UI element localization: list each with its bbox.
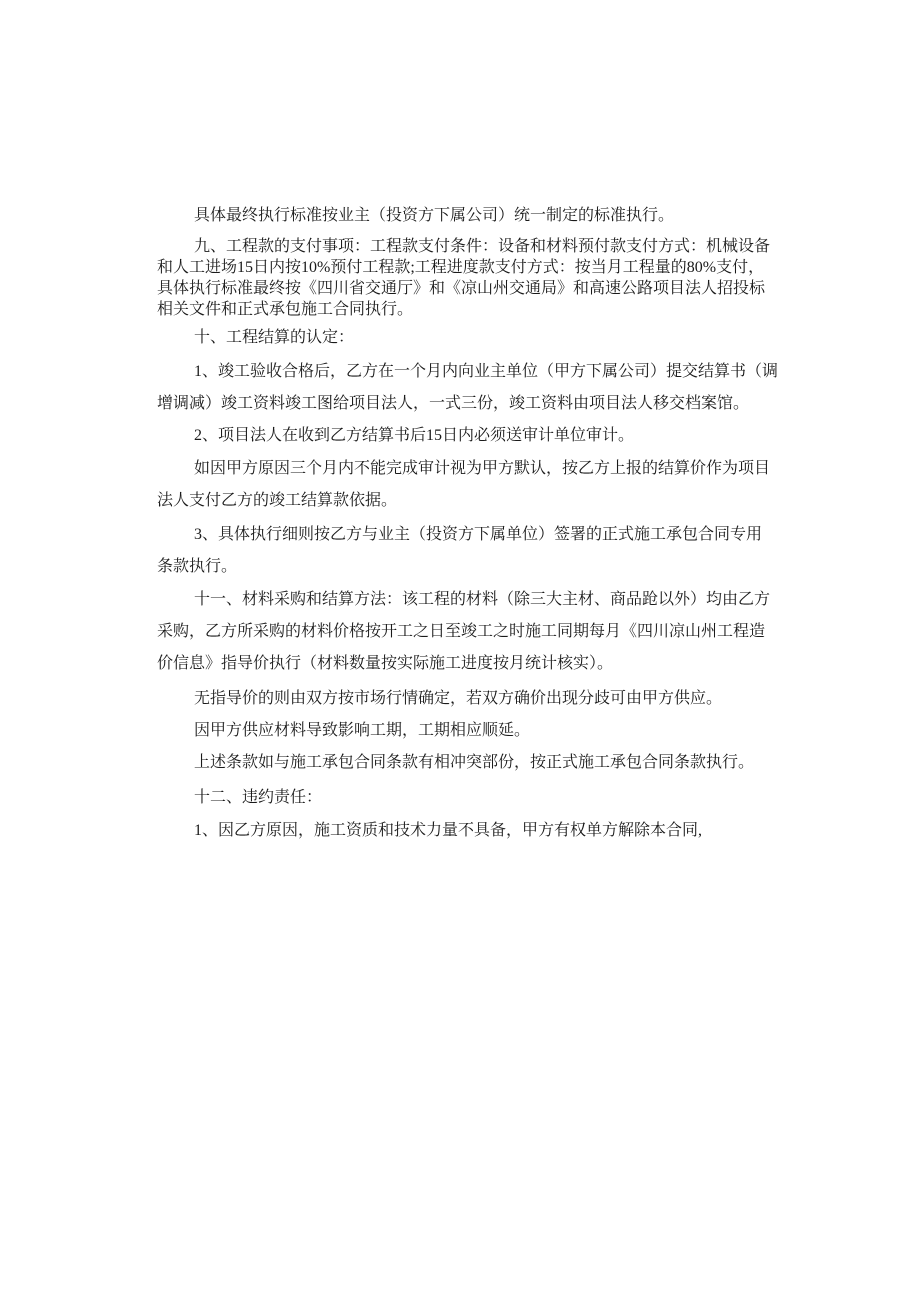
text-line: 增调减）竣工资料竣工图给项目法人，一式三份，竣工资料由项目法人移交档案馆。 bbox=[157, 395, 750, 412]
text-line: 1、竣工验收合格后，乙方在一个月内向业主单位（甲方下属公司）提交结算书（调 bbox=[194, 363, 779, 380]
text-line: 因甲方供应材料导致影响工期，工期相应顺延。 bbox=[194, 722, 531, 739]
text-line: 价信息》指导价执行（材料数量按实际施工进度按月统计核实）。 bbox=[157, 655, 614, 672]
text-line: 如因甲方原因三个月内不能完成审计视为甲方默认，按乙方上报的结算价作为项目 bbox=[194, 460, 771, 477]
text-line: 和人工进场15日内按10%预付工程款;工程进度款支付方式：按当月工程量的80%支付， bbox=[157, 259, 765, 276]
paragraph-clause-11-delay bbox=[157, 715, 797, 747]
paragraph-clause-12-item-1 bbox=[157, 815, 797, 847]
text-line: 采购，乙方所采购的材料价格按开工之日至竣工之时施工同期每月《四川凉山州工程造 bbox=[157, 623, 766, 640]
text-line: 相关文件和正式承包施工合同执行。 bbox=[157, 301, 414, 318]
paragraph-clause-10-item-2 bbox=[157, 420, 797, 452]
text-line: 具体最终执行标准按业主（投资方下属公司）统一制定的标准执行。 bbox=[194, 207, 675, 224]
paragraph-clause-11-no-guide-price bbox=[157, 683, 797, 715]
paragraph-clause-12-heading bbox=[157, 782, 797, 814]
text-line: 具体执行标准最终按《四川省交通厅》和《凉山州交通局》和高速公路项目法人招投标 bbox=[157, 280, 766, 297]
text-line: 十一、材料采购和结算方法：该工程的材料（除三大主材、商品跄以外）均由乙方 bbox=[194, 591, 771, 608]
text-line: 上述条款如与施工承包合同条款有相冲突部份，按正式施工承包合同条款执行。 bbox=[194, 754, 755, 771]
paragraph-execution-standard bbox=[157, 205, 797, 226]
text-line: 1、因乙方原因，施工资质和技术力量不具备，甲方有权单方解除本合同, bbox=[194, 822, 703, 839]
paragraph-clause-10-heading bbox=[157, 322, 797, 354]
document-text-block bbox=[157, 0, 797, 847]
text-line: 3、具体执行细则按乙方与业主（投资方下属单位）签署的正式施工承包合同专用 bbox=[194, 526, 763, 543]
text-line: 无指导价的则由双方按市场行情确定，若双方确价出现分歧可由甲方供应。 bbox=[194, 690, 723, 707]
paragraph-clause-9-payment bbox=[157, 236, 797, 320]
paragraph-clause-10-item-1 bbox=[157, 356, 797, 420]
paragraph-clause-11-materials bbox=[157, 584, 797, 680]
text-line: 十、工程结算的认定： bbox=[194, 329, 355, 346]
text-line: 2、项目法人在收到乙方结算书后15日内必须送审计单位审计。 bbox=[194, 427, 635, 444]
text-line: 条款执行。 bbox=[157, 558, 238, 575]
text-line: 十二、违约责任： bbox=[194, 789, 323, 806]
paragraph-clause-10-item-3 bbox=[157, 519, 797, 583]
text-line: 法人支付乙方的竣工结算款依据。 bbox=[157, 492, 398, 509]
text-line: 九、工程款的支付事项：工程款支付条件：设备和材料预付款支付方式：机械设备 bbox=[194, 238, 771, 255]
paragraph-clause-10-item-2-note bbox=[157, 453, 797, 517]
paragraph-clause-11-conflict bbox=[157, 747, 797, 779]
